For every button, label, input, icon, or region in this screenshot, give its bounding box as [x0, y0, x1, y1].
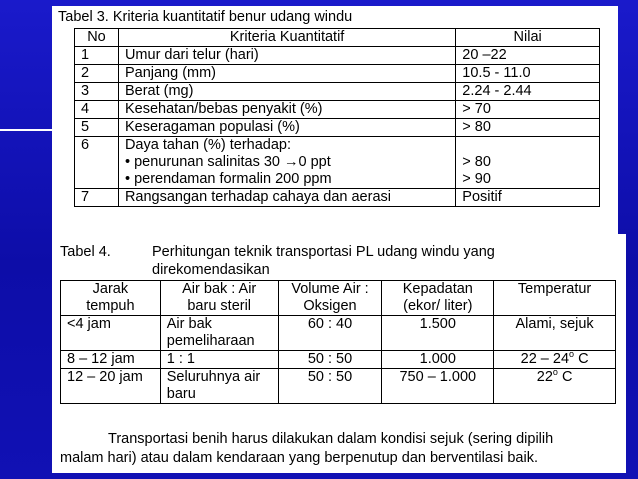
table-row	[75, 47, 600, 65]
table3-header-no: No	[75, 29, 119, 47]
table4-air: 1 : 1	[160, 351, 278, 369]
table4-air: Air bak pemeliharaan	[160, 316, 278, 351]
table3-kriteria: Kesehatan/bebas penyakit (%)	[118, 101, 455, 119]
table3-no: 3	[75, 83, 119, 101]
table4-header-row	[61, 281, 616, 316]
table3-panel	[52, 6, 618, 234]
arrow-right-icon: →	[284, 154, 299, 170]
table-row	[75, 101, 600, 119]
table4-temp: 22$^o$ C	[494, 369, 616, 404]
table4-header-air: Air bak : Air baru steril	[160, 281, 278, 316]
table4-header-temperatur: Temperatur	[494, 281, 616, 316]
table4-kepadatan: 1.500	[382, 316, 494, 351]
table3-header-row	[75, 29, 600, 47]
table3-no: 5	[75, 119, 119, 137]
table3-nilai: 20 –22	[456, 47, 600, 65]
table4-volume: 60 : 40	[278, 316, 382, 351]
table3-no: 2	[75, 65, 119, 83]
table-row	[75, 65, 600, 83]
table4-jarak: 8 – 12 jam	[61, 351, 161, 369]
table4-caption-line2: direkomendasikan	[152, 262, 270, 278]
table-row	[61, 351, 616, 369]
table3-nilai: 2.24 - 2.44	[456, 83, 600, 101]
table3-nilai: > 80	[456, 119, 600, 137]
table-row	[61, 369, 616, 404]
table-row	[61, 316, 616, 351]
table4	[60, 280, 616, 404]
table4-temp: 22 – 24$^o$ C	[494, 351, 616, 369]
table3-caption: Tabel 3. Kriteria kuantitatif benur udang windu	[58, 9, 353, 25]
table3	[74, 28, 600, 207]
sub1-before: penurunan salinitas 30	[134, 154, 285, 170]
table3-nilai: 10.5 - 11.0	[456, 65, 600, 83]
table3-row6-sub2: • perendaman formalin 200 ppm	[125, 171, 449, 188]
table3-no: 1	[75, 47, 119, 65]
table4-jarak: <4 jam	[61, 316, 161, 351]
table-row	[75, 83, 600, 101]
table4-caption-line1: Perhitungan teknik transportasi PL udang windu yang	[152, 244, 495, 260]
table3-kriteria: Umur dari telur (hari)	[118, 47, 455, 65]
table3-row6-sub1	[125, 154, 449, 171]
table4-kepadatan: 750 – 1.000	[382, 369, 494, 404]
table3-kriteria	[118, 137, 455, 189]
table4-volume: 50 : 50	[278, 369, 382, 404]
table4-temp: Alami, sejuk	[494, 316, 616, 351]
table3-no: 4	[75, 101, 119, 119]
transport-paragraph	[60, 430, 620, 468]
accent-line	[0, 129, 52, 131]
table-row	[75, 137, 600, 189]
table-row	[75, 119, 600, 137]
table3-nilai: Positif	[456, 189, 600, 207]
table4-header-jarak: Jarak tempuh	[61, 281, 161, 316]
table3-kriteria: Rangsangan terhadap cahaya dan aerasi	[118, 189, 455, 207]
table3-header-kriteria: Kriteria Kuantitatif	[118, 29, 455, 47]
table3-row6-sub1-nilai: > 80	[462, 154, 491, 170]
table3-no: 7	[75, 189, 119, 207]
table-row	[75, 189, 600, 207]
table3-nilai	[456, 137, 600, 189]
table3-header-nilai: Nilai	[456, 29, 600, 47]
table4-header-volume: Volume Air : Oksigen	[278, 281, 382, 316]
table3-row6-title: Daya tahan (%) terhadap:	[124, 137, 291, 153]
table4-header-kepadatan: Kepadatan (ekor/ liter)	[382, 281, 494, 316]
sub1-after: 0 ppt	[298, 154, 331, 170]
table4-jarak: 12 – 20 jam	[61, 369, 161, 404]
paragraph-line1: Transportasi benih harus dilakukan dalam kondisi sejuk (sering dipilih	[108, 431, 554, 447]
table3-kriteria: Berat (mg)	[118, 83, 455, 101]
table4-kepadatan: 1.000	[382, 351, 494, 369]
table3-kriteria: Keseragaman populasi (%)	[118, 119, 455, 137]
table3-nilai: > 70	[456, 101, 600, 119]
paragraph-line2: malam hari) atau dalam kendaraan yang berpenutup dan berventilasi baik.	[60, 450, 538, 466]
table4-caption-label: Tabel 4.	[60, 244, 111, 260]
table3-no: 6	[75, 137, 119, 189]
table4-panel	[52, 234, 626, 473]
table4-volume: 50 : 50	[278, 351, 382, 369]
table3-row6-sub2-nilai: > 90	[462, 171, 491, 187]
table3-kriteria: Panjang (mm)	[118, 65, 455, 83]
table4-air: Seluruhnya air baru	[160, 369, 278, 404]
